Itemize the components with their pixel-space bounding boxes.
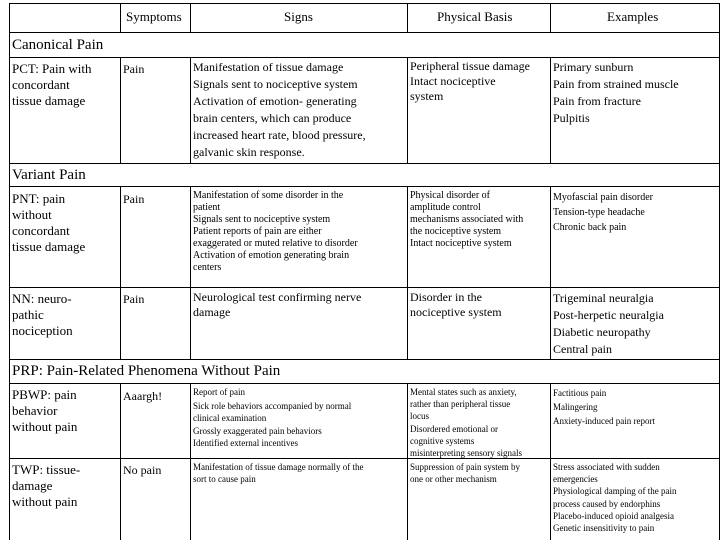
symptom-nn: Pain	[123, 292, 145, 306]
text-line: Manifestation of tissue damage normally of the	[193, 462, 364, 472]
text-line: Chronic back pain	[553, 222, 627, 233]
rule	[407, 57, 408, 164]
text-line: Activation of emotion generating brain	[193, 250, 350, 261]
rule	[190, 57, 191, 164]
text-line: Genetic insensitivity to pain	[553, 523, 655, 534]
text-line: patient	[193, 202, 221, 213]
text-line: Pain from strained muscle	[553, 77, 679, 91]
label-line: PCT: Pain with	[12, 61, 92, 76]
label-line: nociception	[12, 323, 73, 338]
rule	[9, 32, 720, 33]
rule	[550, 383, 551, 540]
text-line: damage	[193, 305, 231, 319]
label-line: without	[12, 207, 52, 222]
label-line: PNT: pain	[12, 191, 66, 206]
text-line: Sick role behaviors accompanied by normal	[193, 401, 352, 412]
text-line: process caused by endorphins	[553, 498, 661, 509]
text-line: Disorder in the	[410, 290, 482, 304]
label-line: pathic	[12, 307, 44, 322]
rule	[9, 287, 720, 288]
text-line: Activation of emotion- generating	[193, 94, 357, 108]
text-line: increased heart rate, blood pressure,	[193, 128, 366, 142]
header-examples: Examples	[607, 9, 659, 24]
text-line: nociceptive system	[410, 305, 502, 319]
symptom-pnt: Pain	[123, 192, 145, 206]
signs-twp	[193, 461, 363, 485]
text-line: Disordered emotional or	[410, 423, 498, 434]
basis-nn	[410, 290, 502, 320]
text-line: Physiological damping of the pain	[553, 486, 677, 497]
text-line: Malingering	[553, 402, 598, 412]
rule	[9, 57, 720, 58]
symptom-pbwp: Aaargh!	[123, 389, 163, 403]
text-line: Patient reports of pain are either	[193, 226, 322, 237]
symptom-pct: Pain	[123, 62, 145, 76]
text-line: rather than peripheral tissue	[410, 399, 511, 410]
rule	[9, 359, 720, 360]
text-line: Report of pain	[193, 387, 245, 397]
text-line: Signals sent to nociceptive system	[193, 77, 358, 91]
text-line: Peripheral tissue damage	[410, 59, 530, 73]
text-line: Pain from fracture	[553, 94, 641, 108]
text-line: Placebo-induced opioid analgesia	[553, 510, 674, 521]
text-line: Signals sent to nociceptive system	[193, 214, 331, 225]
text-line: clinical examination	[193, 413, 267, 424]
label-line: behavior	[12, 403, 58, 418]
text-line: Neurological test confirming nerve	[193, 290, 362, 304]
text-line: one or other mechanism	[410, 474, 497, 485]
label-line: tissue damage	[12, 93, 86, 108]
text-line: centers	[193, 262, 222, 273]
text-line: mechanisms associated with	[410, 214, 524, 225]
header-symptoms: Symptoms	[126, 9, 182, 24]
examples-nn	[553, 290, 664, 358]
text-line: Anxiety-induced pain report	[553, 416, 655, 426]
text-line: galvanic skin response.	[193, 145, 305, 159]
signs-nn	[193, 290, 361, 320]
label-line: without pain	[12, 494, 78, 509]
rule	[190, 186, 191, 360]
examples-twp	[553, 461, 676, 534]
row-label-nn	[12, 291, 73, 339]
rule	[550, 57, 551, 164]
basis-pct	[410, 59, 530, 104]
text-line: locus	[410, 411, 429, 422]
text-line: misinterpreting sensory signals	[410, 448, 522, 459]
text-line: the nociceptive system	[410, 226, 502, 237]
row-label-twp	[12, 462, 80, 510]
rule	[120, 186, 121, 360]
text-line: Suppression of pain system by	[410, 462, 520, 472]
label-line: concordant	[12, 77, 70, 92]
text-line: Central pain	[553, 342, 612, 356]
text-line: Intact nociceptive	[410, 74, 496, 88]
rule	[9, 458, 720, 459]
examples-pnt	[553, 190, 653, 235]
text-line: Grossly exaggerated pain behaviors	[193, 425, 322, 436]
rule	[9, 3, 720, 4]
label-line: without pain	[12, 419, 78, 434]
header-physical-basis: Physical Basis	[437, 9, 513, 24]
rule	[120, 383, 121, 540]
rule	[550, 186, 551, 360]
label-line: concordant	[12, 223, 70, 238]
text-line: emergencies	[553, 474, 598, 485]
label-line: NN: neuro-	[12, 291, 72, 306]
signs-pnt	[193, 190, 358, 274]
section-canonical-pain: Canonical Pain	[12, 37, 104, 53]
text-line: Primary sunburn	[553, 60, 634, 74]
label-line: damage	[12, 478, 53, 493]
row-label-pnt	[12, 191, 85, 255]
text-line: Stress associated with sudden	[553, 462, 660, 472]
basis-twp	[410, 461, 520, 485]
rule	[407, 186, 408, 360]
text-line: Pulpitis	[553, 111, 590, 125]
text-line: sort to cause pain	[193, 474, 256, 485]
text-line: Physical disorder of	[410, 190, 490, 201]
text-line: amplitude control	[410, 202, 481, 213]
symptom-twp: No pain	[123, 463, 162, 477]
text-line: exaggerated or muted relative to disorder	[193, 238, 358, 249]
rule	[9, 186, 720, 187]
rule	[9, 163, 720, 164]
label-line: PBWP: pain	[12, 387, 77, 402]
basis-pbwp	[410, 386, 522, 459]
text-line: Myofascial pain disorder	[553, 192, 653, 203]
section-variant-pain: Variant Pain	[12, 167, 86, 183]
rule	[550, 3, 551, 33]
rule	[407, 3, 408, 33]
signs-pct	[193, 59, 366, 161]
label-line: tissue damage	[12, 239, 86, 254]
text-line: brain centers, which can produce	[193, 111, 352, 125]
text-line: Factitious pain	[553, 388, 607, 398]
text-line: system	[410, 89, 444, 103]
text-line: Trigeminal neuralgia	[553, 291, 654, 305]
rule	[120, 3, 121, 33]
text-line: Manifestation of some disorder in the	[193, 190, 344, 201]
rule	[9, 383, 720, 384]
text-line: cognitive systems	[410, 435, 475, 446]
rule	[9, 3, 10, 540]
rule	[190, 3, 191, 33]
text-line: Diabetic neuropathy	[553, 325, 651, 339]
text-line: Identified external incentives	[193, 437, 298, 448]
row-label-pbwp	[12, 387, 77, 435]
rule	[190, 383, 191, 540]
text-line: Intact nociceptive system	[410, 238, 512, 249]
basis-pnt	[410, 190, 523, 250]
header-signs: Signs	[284, 9, 313, 24]
text-line: Post-herpetic neuralgia	[553, 308, 664, 322]
label-line: TWP: tissue-	[12, 462, 81, 477]
examples-pct	[553, 59, 679, 127]
text-line: Mental states such as anxiety,	[410, 387, 517, 397]
examples-pbwp	[553, 386, 655, 428]
row-label-pct	[12, 61, 92, 109]
text-line: Manifestation of tissue damage	[193, 60, 344, 74]
rule	[120, 57, 121, 164]
text-line: Tension-type headache	[553, 207, 645, 218]
section-prp: PRP: Pain-Related Phenomena Without Pain	[12, 363, 281, 379]
signs-pbwp	[193, 386, 351, 449]
rule	[407, 383, 408, 540]
